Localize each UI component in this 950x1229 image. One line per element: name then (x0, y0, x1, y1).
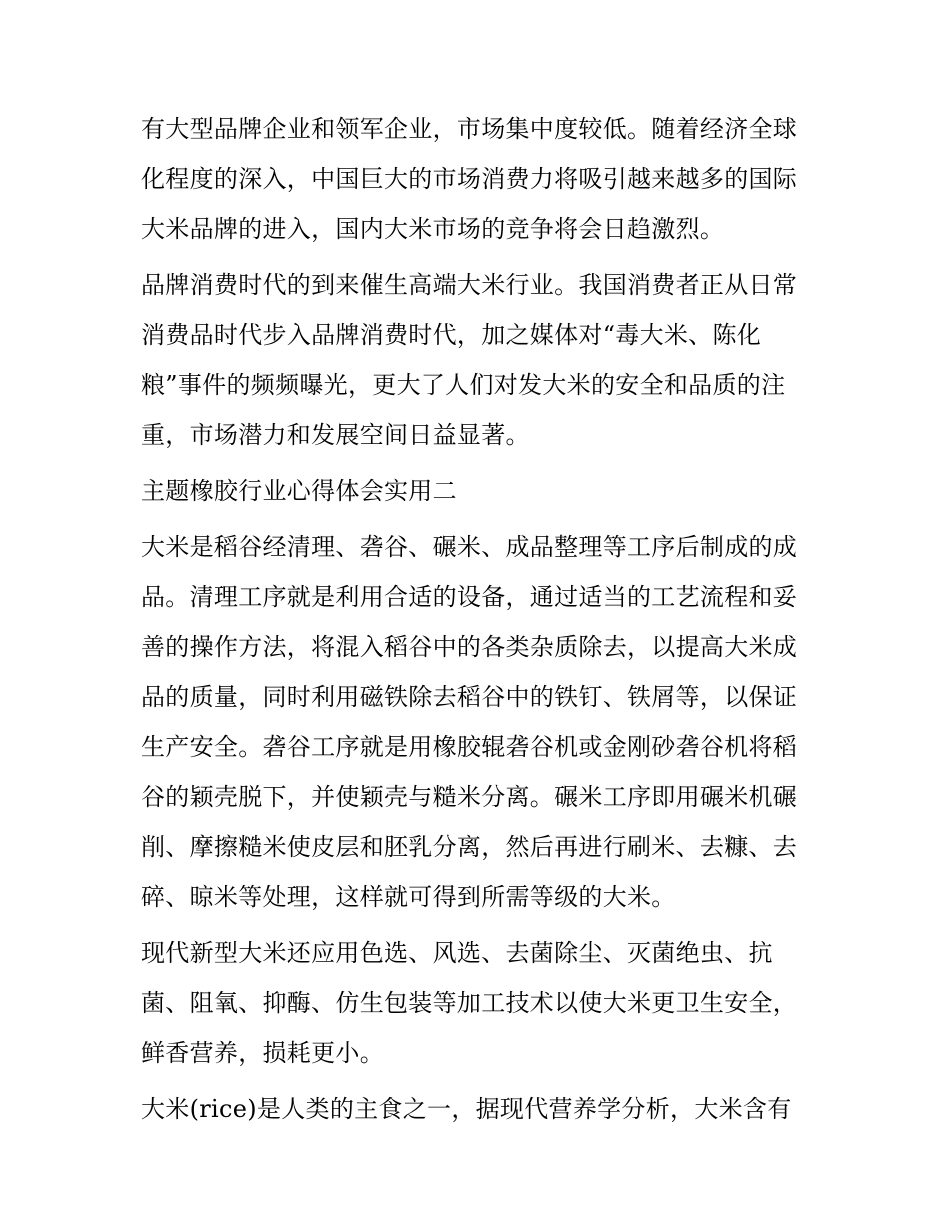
paragraph-rice-nutrition (141, 1084, 821, 1134)
text-line: 品牌消费时代的到来催生高端大米行业。我国消费者正从日常 (141, 271, 798, 299)
text-line: 碎、晾米等处理，这样就可得到所需等级的大米。 (141, 883, 676, 911)
text-line: 现代新型大米还应用色选、风选、去菌除尘、灭菌绝虫、抗 (141, 939, 773, 967)
text-line: 大米(rice)是人类的主食之一，据现代营养学分析，大米含有 (141, 1095, 792, 1123)
text-line: 削、摩擦糙米使皮层和胚乳分离，然后再进行刷米、去糠、去 (141, 833, 798, 861)
text-line: 善的操作方法，将混入稻谷中的各类杂质除去，以提高大米成 (141, 633, 798, 661)
paragraph-market-competition (141, 104, 821, 254)
document-body (141, 104, 821, 1134)
text-line: 化程度的深入，中国巨大的市场消费力将吸引越来越多的国际 (141, 165, 798, 193)
text-line: 生产安全。砻谷工序就是用橡胶辊砻谷机或金刚砂砻谷机将稻 (141, 733, 798, 761)
text-line: 品的质量，同时利用磁铁除去稻谷中的铁钉、铁屑等，以保证 (141, 683, 798, 711)
paragraph-modern-techniques (141, 928, 821, 1078)
text-line: 消费品时代步入品牌消费时代，加之媒体对“毒大米、陈化 (141, 321, 762, 349)
section-heading (141, 466, 821, 516)
text-line: 有大型品牌企业和领军企业，市场集中度较低。随着经济全球 (141, 115, 798, 143)
text-line: 菌、阻氧、抑酶、仿生包装等加工技术以使大米更卫生安全， (141, 989, 798, 1017)
text-line: 大米品牌的进入，国内大米市场的竞争将会日趋激烈。 (141, 215, 725, 243)
text-line: 大米是稻谷经清理、砻谷、碾米、成品整理等工序后制成的成 (141, 533, 798, 561)
text-line: 鲜香营养，损耗更小。 (141, 1039, 384, 1067)
text-line: 重，市场潜力和发展空间日益显著。 (141, 421, 530, 449)
text-line: 谷的颖壳脱下，并使颖壳与糙米分离。碾米工序即用碾米机碾 (141, 783, 798, 811)
text-line: 品。清理工序就是利用合适的设备，通过适当的工艺流程和妥 (141, 583, 798, 611)
paragraph-brand-consumption (141, 260, 821, 460)
heading-line: 主题橡胶行业心得体会实用二 (141, 477, 457, 505)
paragraph-rice-processing (141, 522, 821, 922)
text-line: 粮”事件的频频曝光，更大了人们对发大米的安全和品质的注 (141, 371, 786, 399)
